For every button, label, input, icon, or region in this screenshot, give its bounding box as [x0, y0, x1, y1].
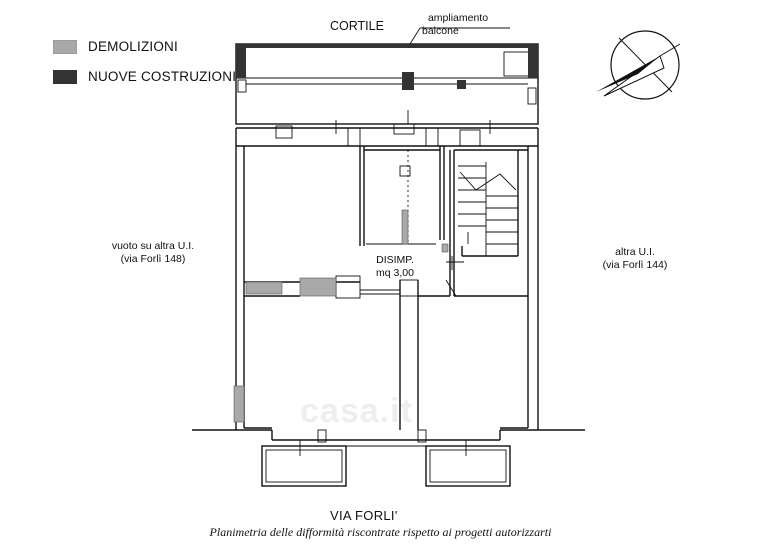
right-neighbor-line1: altra U.I. [615, 246, 655, 258]
interior-walls [244, 146, 528, 430]
new-construction-block [457, 80, 466, 89]
legend-nuove-costruzioni-label: NUOVE COSTRUZIONI [88, 69, 237, 84]
right-neighbor-line2: (via Forlì 144) [602, 259, 668, 271]
demolition-left-room-top [246, 282, 282, 294]
upper-wall [236, 110, 538, 146]
street-label: VIA FORLI' [330, 508, 398, 523]
ampliamento-label [418, 12, 498, 38]
demolition-left-wall [234, 386, 244, 422]
watermark-logo: casa.it [300, 392, 413, 430]
left-neighbor-label [88, 240, 218, 266]
disimp-label [360, 254, 430, 280]
new-construction-balcony-left [236, 44, 246, 78]
ampliamento-line2: balcone [422, 25, 459, 37]
demolition-center-wall [300, 278, 336, 296]
right-neighbor-label [580, 246, 690, 272]
new-construction-balcony-right [528, 44, 538, 78]
demolition-small-block [442, 244, 448, 252]
street-balconies [262, 440, 510, 486]
new-construction-balcony-top [236, 44, 538, 48]
cortile-label: CORTILE [330, 19, 384, 33]
caption: Planimetria delle difformità riscontrate rispetto ai progetti autorizzarti [209, 525, 552, 539]
new-construction-pillar [402, 72, 414, 90]
ampliamento-line1: ampliamento [427, 12, 489, 24]
left-neighbor-line1: vuoto su altra U.I. [111, 240, 195, 252]
left-neighbor-line2: (via Forlì 148) [120, 253, 186, 265]
legend-demolizioni-label: DEMOLIZIONI [88, 39, 178, 54]
demolitions [234, 210, 448, 422]
north-arrow-icon [596, 31, 680, 99]
disimp-line1: DISIMP. [376, 254, 414, 266]
balcony-band [236, 44, 538, 124]
disimp-line2: mq 3,00 [376, 267, 414, 279]
demolition-corridor-wall [402, 210, 408, 244]
